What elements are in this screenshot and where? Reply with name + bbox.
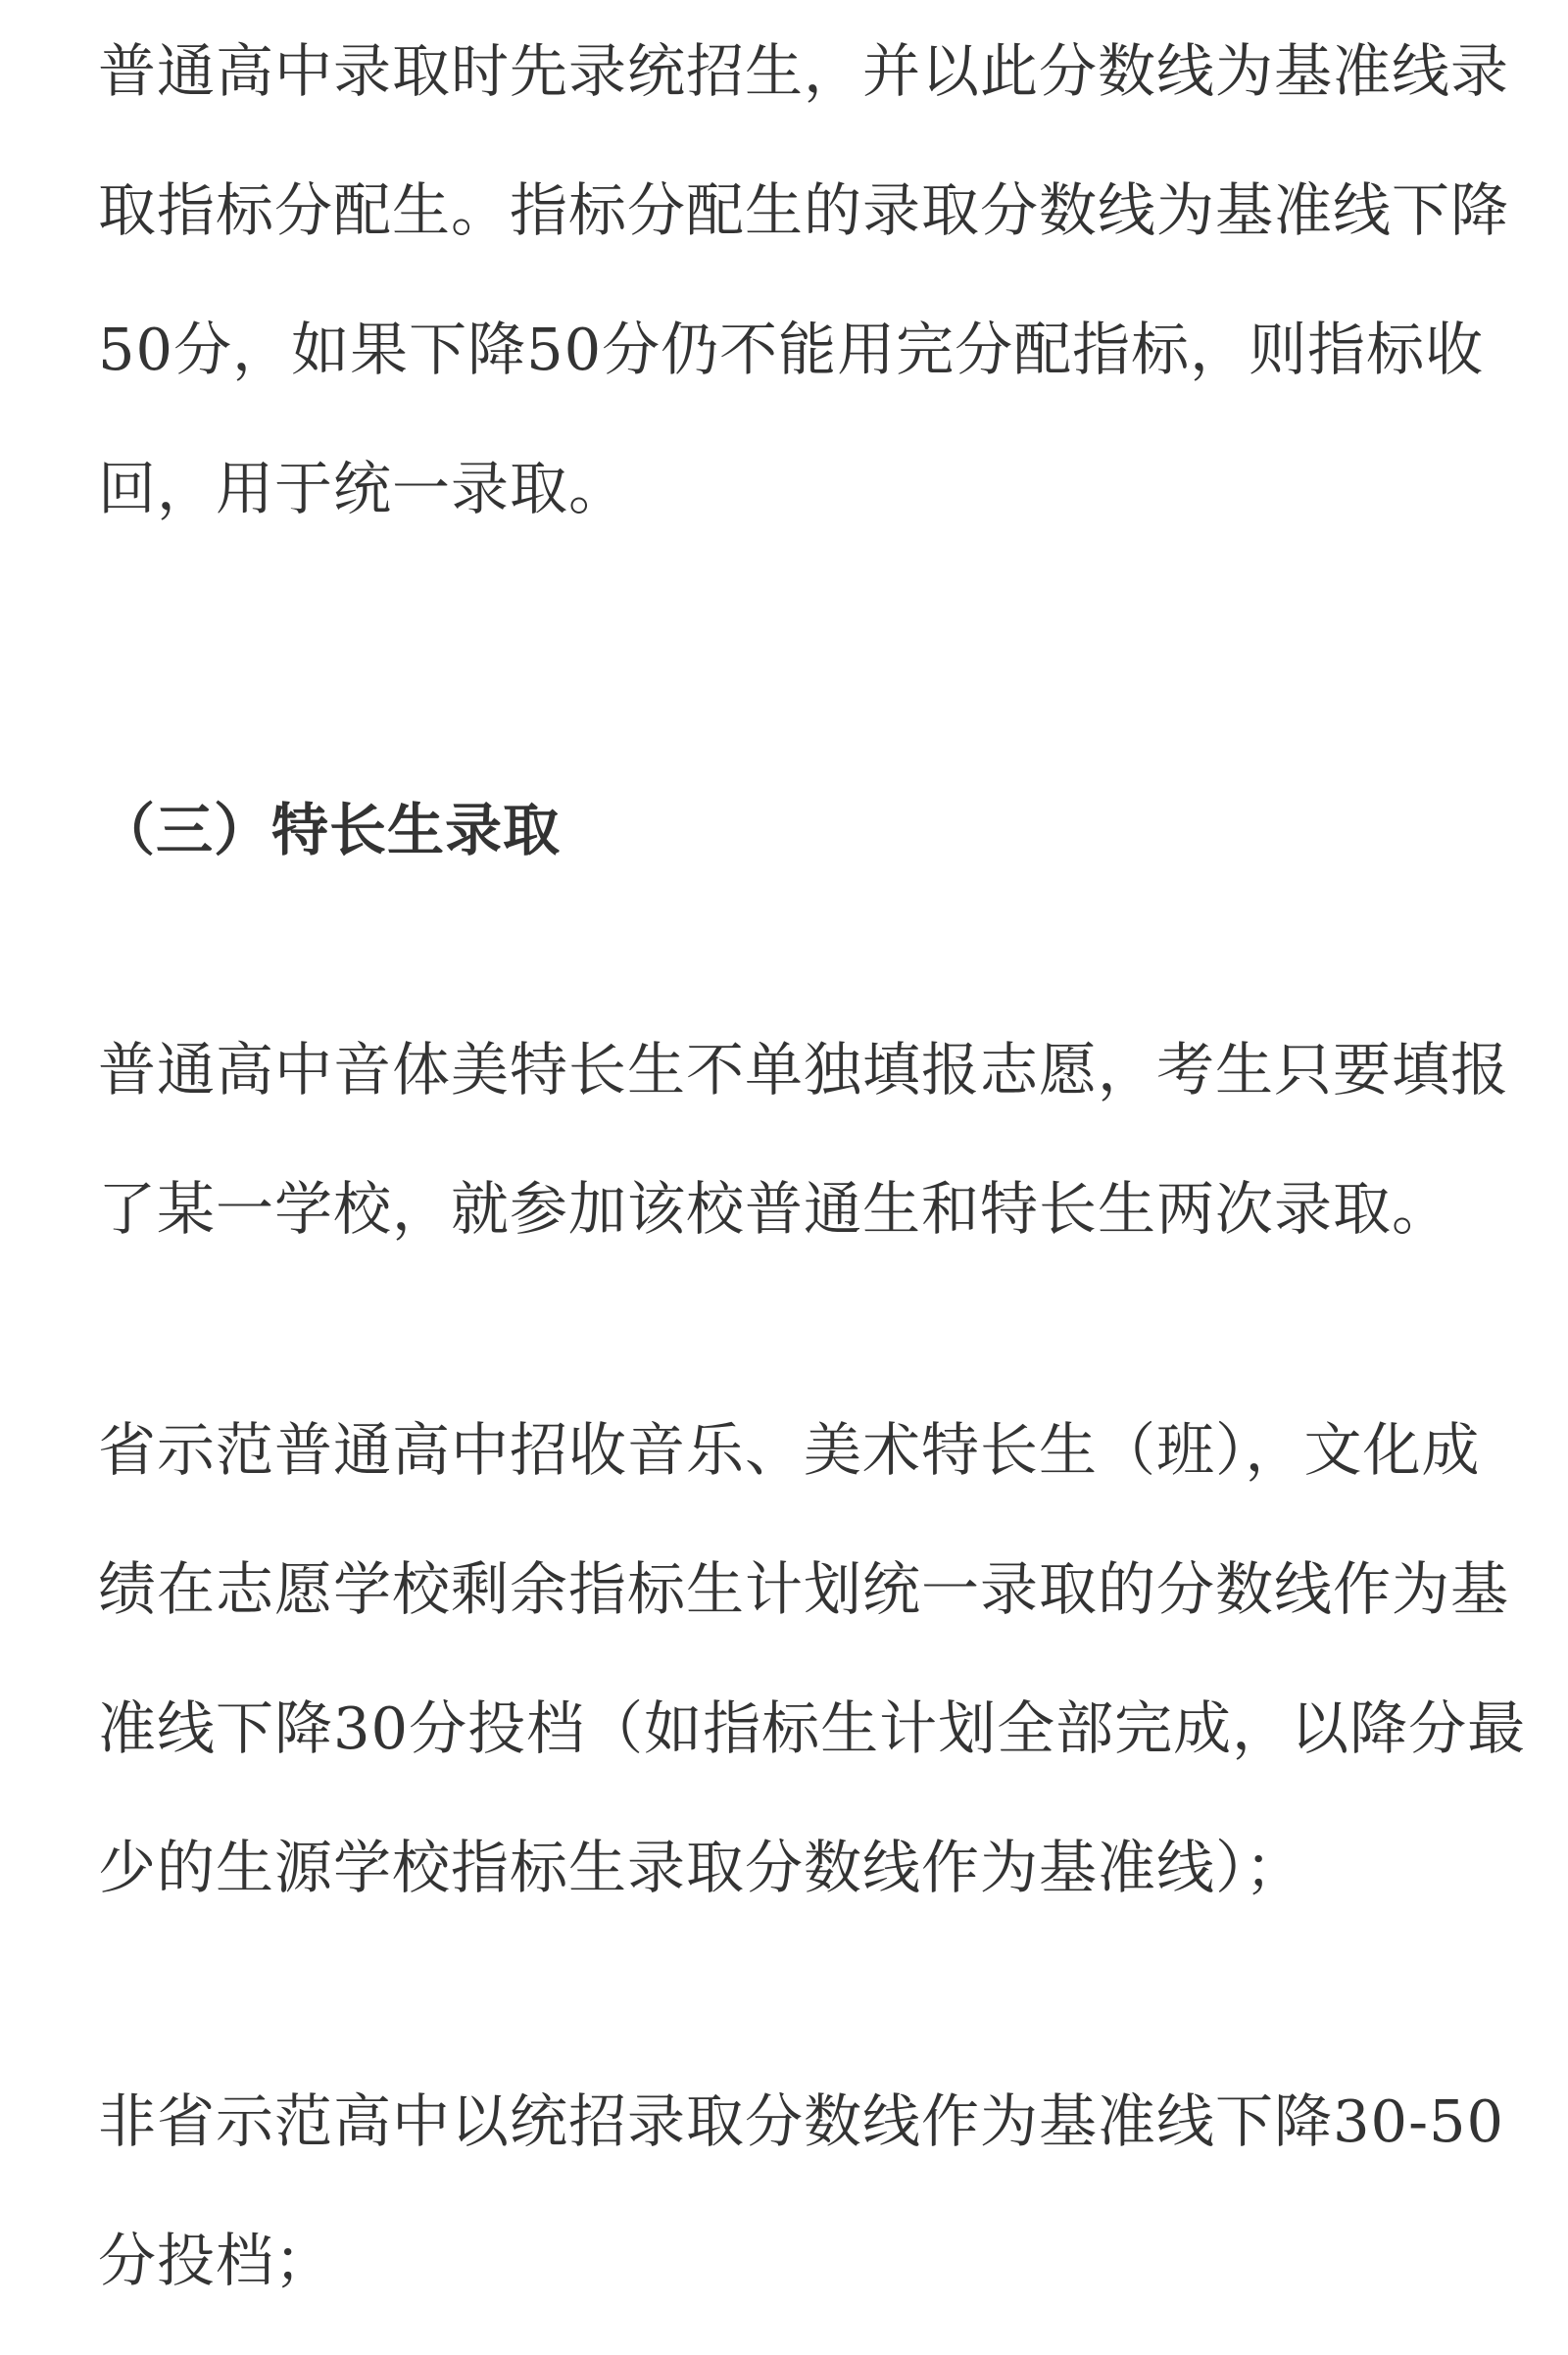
text-line: 准线下降30分投档（如指标生计划全部完成，以降分最 (98, 1694, 1527, 1762)
text-line: 了某一学校，就参加该校普通生和特长生两次录取。 (98, 1175, 1451, 1243)
text-line: 普通高中音体美特长生不单独填报志愿，考生只要填报 (98, 1036, 1510, 1104)
text-line: 省示范普通高中招收音乐、美术特长生（班），文化成 (98, 1416, 1481, 1484)
text-line: 回，用于统一录取。 (98, 455, 628, 522)
text-line: 非省示范高中以统招录取分数线作为基准线下降30-50 (98, 2087, 1505, 2155)
text-line: 50分，如果下降50分仍不能用完分配指标，则指标收 (98, 316, 1485, 383)
text-line: 绩在志愿学校剩余指标生计划统一录取的分数线作为基 (98, 1555, 1510, 1623)
text-line: 分投档； (98, 2227, 334, 2294)
text-line: 取指标分配生。指标分配生的录取分数线为基准线下降 (98, 176, 1510, 244)
section-heading: （三）特长生录取 (98, 797, 562, 863)
text-line: 少的生源学校指标生录取分数线作为基准线）； (98, 1834, 1304, 1901)
text-line: 普通高中录取时先录统招生，并以此分数线为基准线录 (98, 37, 1510, 105)
